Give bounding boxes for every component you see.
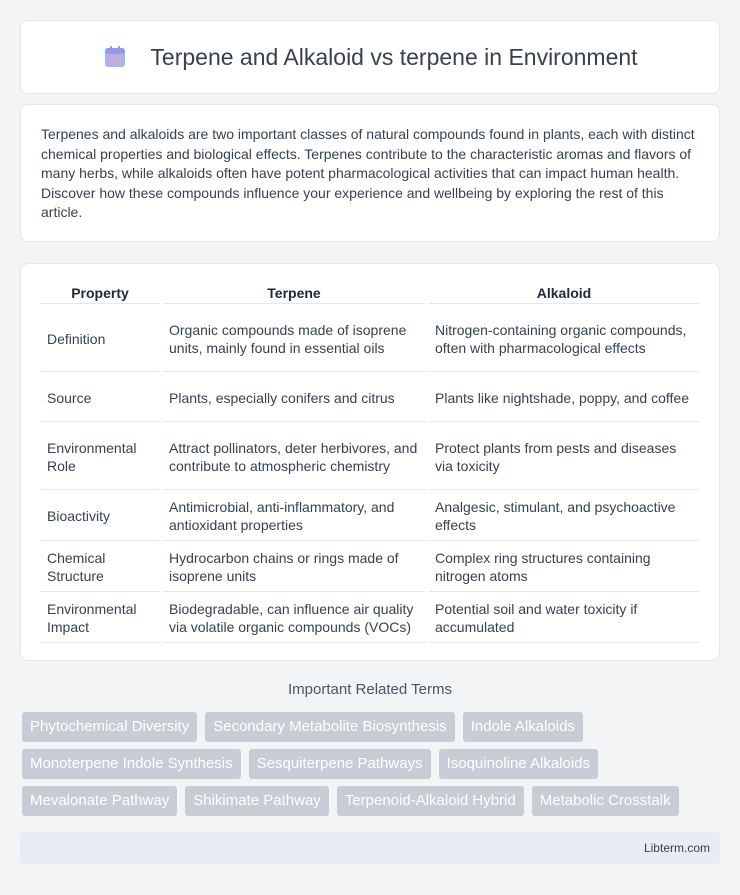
related-terms-heading: Important Related Terms [288, 681, 452, 698]
related-terms-list [22, 712, 722, 823]
footer-site-link[interactable]: Libterm.com [643, 841, 710, 855]
terpene-cell: Hydrocarbon chains or rings made of isoprene units [163, 543, 425, 592]
terpene-cell: Attract pollinators, deter herbivores, and contribute to atmospheric chemistry [163, 424, 425, 490]
table-header-row [41, 282, 699, 304]
terpene-cell: Plants, especially conifers and citrus [163, 374, 425, 422]
related-term-tag[interactable]: Monoterpene Indole Synthesis [22, 749, 241, 779]
page-title: Terpene and Alkaloid vs terpene in Environment [150, 43, 638, 70]
column-header-terpene: Terpene [163, 282, 425, 304]
property-cell: Environmental Impact [41, 594, 159, 643]
terpene-cell: Organic compounds made of isoprene units, mainly found in essential oils [163, 306, 425, 372]
comparison-card [20, 263, 720, 661]
related-term-tag[interactable]: Secondary Metabolite Biosynthesis [205, 712, 454, 742]
related-term-tag[interactable]: Metabolic Crosstalk [532, 786, 679, 816]
alkaloid-cell: Plants like nightshade, poppy, and coffee [429, 374, 699, 422]
related-term-tag[interactable]: Terpenoid-Alkaloid Hybrid [337, 786, 524, 816]
table-row [41, 594, 699, 643]
footer [20, 832, 720, 864]
column-header-property: Property [41, 282, 159, 304]
table-row [41, 543, 699, 592]
alkaloid-cell: Potential soil and water toxicity if accumulated [429, 594, 699, 643]
intro-text: Terpenes and alkaloids are two important classes of natural compounds found in plants, each with distinct chemical properties and biological effects. Terpenes contribute to the characteristic aromas and flavors of many herbs, while alkaloids often have potent pharmacological activities that can impact human health. Discover how these compounds influence your experience and wellbeing by exploring the rest of this article. [41, 126, 695, 220]
terpene-cell: Antimicrobial, anti-inflammatory, and antioxidant properties [163, 492, 425, 541]
alkaloid-cell: Analgesic, stimulant, and psychoactive effects [429, 492, 699, 541]
property-cell: Environmental Role [41, 424, 159, 490]
property-cell: Chemical Structure [41, 543, 159, 592]
table-row [41, 424, 699, 490]
property-cell: Bioactivity [41, 492, 159, 541]
related-term-tag[interactable]: Mevalonate Pathway [22, 786, 177, 816]
related-term-tag[interactable]: Isoquinoline Alkaloids [439, 749, 598, 779]
related-term-tag[interactable]: Shikimate Pathway [185, 786, 329, 816]
property-cell: Definition [41, 306, 159, 372]
intro-card [20, 104, 720, 242]
title-card [20, 20, 720, 94]
related-term-tag[interactable]: Sesquiterpene Pathways [249, 749, 431, 779]
table-row [41, 306, 699, 372]
alkaloid-cell: Protect plants from pests and diseases via toxicity [429, 424, 699, 490]
alkaloid-cell: Nitrogen-containing organic compounds, often with pharmacological effects [429, 306, 699, 372]
alkaloid-cell: Complex ring structures containing nitrogen atoms [429, 543, 699, 592]
related-term-tag[interactable]: Indole Alkaloids [463, 712, 583, 742]
terpene-cell: Biodegradable, can influence air quality via volatile organic compounds (VOCs) [163, 594, 425, 643]
related-term-tag[interactable]: Phytochemical Diversity [22, 712, 197, 742]
table-row [41, 492, 699, 541]
calendar-icon [102, 44, 128, 70]
table-row [41, 374, 699, 422]
column-header-alkaloid: Alkaloid [429, 282, 699, 304]
comparison-table [37, 280, 703, 645]
property-cell: Source [41, 374, 159, 422]
